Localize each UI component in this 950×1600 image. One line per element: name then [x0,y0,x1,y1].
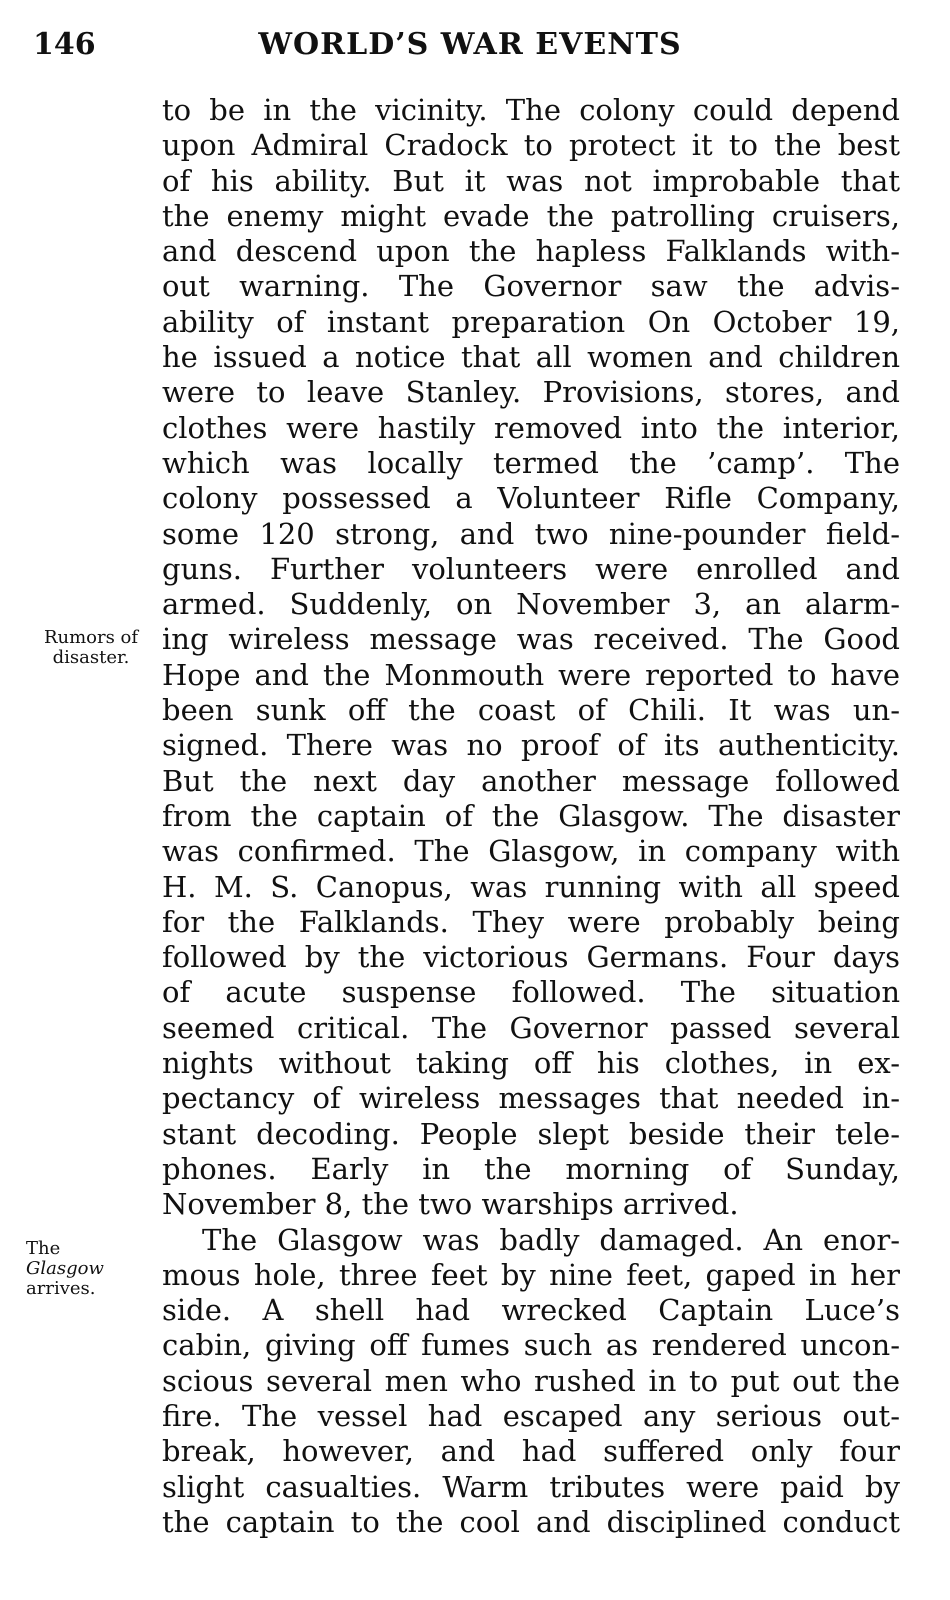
body-line: break, however, and had suffered only four [162,1434,900,1469]
margin-note-line: arrives. [26,1278,96,1299]
body-line: out warning. The Governor saw the advis- [162,269,900,304]
body-line: to be in the vicinity. The colony could depend [162,93,900,127]
body-line: slight casualties. Warm tributes were paid by [162,1469,900,1504]
body-line: for the Falklands. They were probably being [162,904,900,939]
body-line: ability of instant preparation On October 19, [162,304,900,339]
body-line: which was locally termed the ’camp’. The [162,445,900,480]
body-line: guns. Further volunteers were enrolled and [162,551,900,586]
margin-note-line: Glasgow [26,1258,104,1279]
body-line: nights without taking off his clothes, in ex- [162,1046,900,1081]
body-line: followed by the victorious Germans. Four days [162,940,900,975]
margin-note-line: Rumors of [43,627,139,648]
body-line: was confirmed. The Glasgow, in company with [162,834,900,869]
body-line: Hope and the Monmouth were reported to have [162,657,900,692]
margin-note-glasgow-arrives [26,1239,134,1299]
body-line: the enemy might evade the patrolling cruisers, [162,198,900,233]
page-number: 146 [33,27,96,62]
body-line: side. A shell had wrecked Captain Luce’s [162,1293,900,1328]
body-line: ing wireless message was received. The Good [162,622,900,657]
body-line: of his ability. But it was not improbable that [162,163,900,198]
body-line: signed. There was no proof of its authenticity. [162,728,900,763]
body-line: been sunk off the coast of Chili. It was un- [162,693,900,728]
body-line: upon Admiral Cradock to protect it to the best [162,128,900,163]
body-text [162,93,900,1540]
body-line: scious several men who rushed in to put out the [162,1363,900,1398]
body-line: some 120 strong, and two nine-pounder field- [162,516,900,551]
body-line: armed. Suddenly, on November 3, an alarm- [162,587,900,622]
body-line: from the captain of the Glasgow. The disaster [162,798,900,833]
body-line: mous hole, three feet by nine feet, gaped in her [162,1257,900,1292]
body-line: pectancy of wireless messages that needed in- [162,1081,900,1116]
body-line: colony possessed a Volunteer Rifle Company, [162,481,900,516]
margin-note-line: disaster. [52,647,130,668]
body-line: But the next day another message followed [162,763,900,798]
body-line: phones. Early in the morning of Sunday, [162,1151,900,1186]
body-line: the captain to the cool and disciplined conduct [162,1504,900,1539]
body-line: he issued a notice that all women and children [162,340,900,375]
body-line: stant decoding. People slept beside their tele- [162,1116,900,1151]
body-line: H. M. S. Canopus, was running with all speed [162,869,900,904]
body-line: clothes were hastily removed into the interior, [162,410,900,445]
body-line: fire. The vessel had escaped any serious out- [162,1398,900,1433]
body-line: and descend upon the hapless Falklands with- [162,234,900,269]
body-line: November 8, the two warships arrived. [162,1187,739,1222]
margin-note-rumors-of-disaster [30,628,152,668]
margin-note-line: The [26,1238,61,1259]
body-line: were to leave Stanley. Provisions, stores, and [162,375,900,410]
body-line: cabin, giving off fumes such as rendered uncon- [162,1328,900,1363]
body-line: of acute suspense followed. The situation [162,975,900,1010]
body-line: The Glasgow was badly damaged. An enor- [202,1222,900,1257]
body-line: seemed critical. The Governor passed several [162,1010,900,1045]
running-head: WORLD’S WAR EVENTS [258,27,682,62]
